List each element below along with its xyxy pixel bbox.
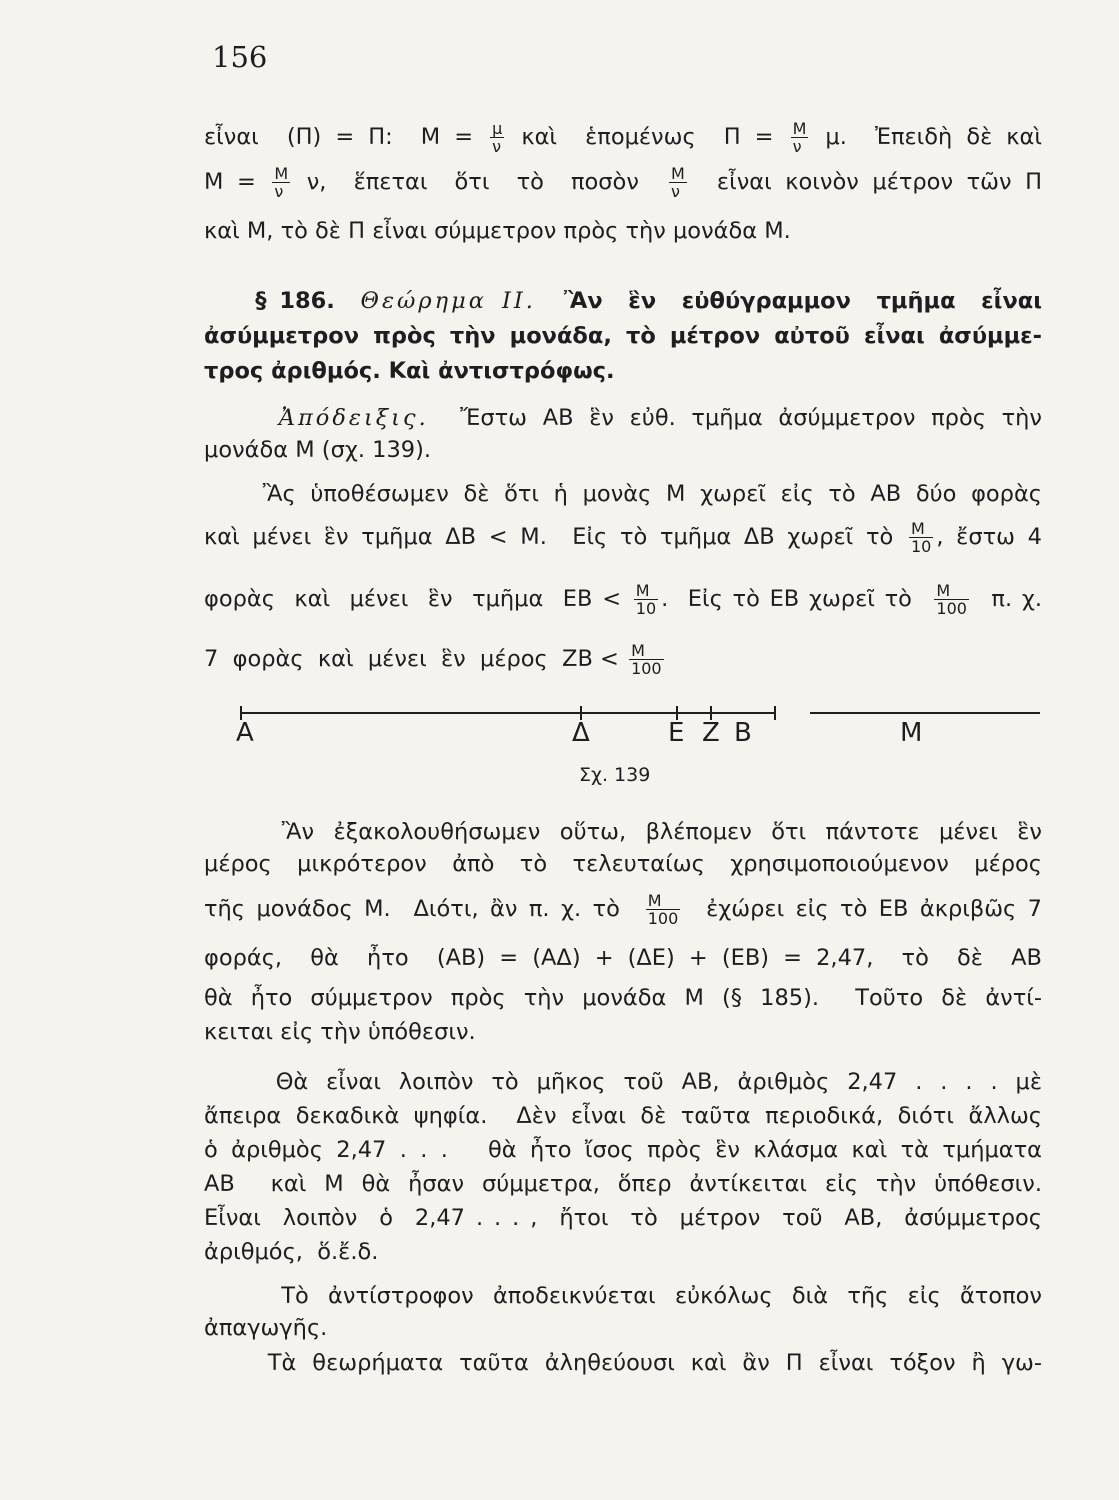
text-run: καὶ ἑπομένως Π = bbox=[507, 124, 788, 150]
text-line bbox=[204, 285, 1042, 317]
fraction-numerator: Μ bbox=[274, 164, 289, 183]
text-run: Θὰ εἶναι λοιπὸν τὸ μῆκος τοῦ ΑΒ, ἀριθμὸς 2,47 . . . . μὲ bbox=[204, 1069, 1042, 1095]
fraction bbox=[272, 165, 290, 200]
fraction bbox=[629, 642, 664, 677]
text-run: ἐχώρει εἰς τὸ ΕΒ ἀκριβῶς 7 bbox=[683, 896, 1042, 922]
text-line bbox=[204, 120, 1042, 155]
text-run: Μ = bbox=[204, 169, 270, 195]
fraction-denominator: ν bbox=[792, 137, 802, 156]
text-run: ὁ ἀριθμὸς 2,47 . . . θὰ ἦτο ἴσος πρὸς ἓν κλάσμα καὶ τὰ τμήματα bbox=[204, 1137, 1042, 1163]
text-run: τρος ἀριθμός. Καὶ ἀντιστρόφως. bbox=[204, 358, 615, 384]
text-line bbox=[204, 1134, 1042, 1166]
text-line bbox=[204, 848, 1042, 880]
text-line bbox=[204, 478, 1042, 510]
text-line bbox=[204, 1280, 1042, 1312]
text-run: Ἂν ἐξακολουθήσωμεν οὕτω, βλέπομεν ὅτι πάντοτε μένει ἓν bbox=[204, 819, 1042, 845]
fraction-numerator: μ bbox=[492, 119, 503, 138]
fraction bbox=[646, 892, 681, 927]
text-line bbox=[204, 582, 1042, 617]
point-label-a: Α bbox=[236, 718, 254, 748]
fraction-denominator: ν bbox=[671, 182, 680, 201]
text-line bbox=[204, 1202, 1042, 1234]
text-line bbox=[204, 1312, 1042, 1344]
text-line bbox=[204, 1168, 1042, 1200]
text-run: κειται εἰς τὴν ὑπόθεσιν. bbox=[204, 1019, 476, 1045]
fraction bbox=[791, 120, 809, 155]
text-line bbox=[204, 402, 1042, 434]
fraction-denominator: ν bbox=[492, 137, 502, 156]
text-run: Ἂν ἓν εὐθύγραμμον τμῆμα εἶναι bbox=[551, 288, 1042, 314]
fraction bbox=[669, 165, 687, 200]
fraction-numerator: Μ bbox=[792, 119, 807, 138]
text-run: θὰ ἦτο σύμμετρον πρὸς τὴν μονάδα Μ (§ 185). Τοῦτο δὲ ἀντί- bbox=[204, 985, 1042, 1011]
fraction-numerator: Μ bbox=[671, 164, 685, 183]
text-run: ΑΒ καὶ Μ θὰ ἦσαν σύμμετρα, ὅπερ ἀντίκειται εἰς τὴν ὑπόθεσιν. bbox=[204, 1171, 1042, 1197]
fraction-numerator: Μ bbox=[646, 892, 681, 910]
text-run: 7 φορὰς καὶ μένει ἓν μέρος ΖΒ < bbox=[204, 646, 627, 672]
fraction-denominator: 10 bbox=[910, 537, 932, 556]
text-run: φορὰς καὶ μένει ἓν τμῆμα ΕΒ < bbox=[204, 586, 631, 612]
text-run: Ἔστω ΑΒ ἓν εὐθ. τμῆμα ἀσύμμετρον πρὸς τὴν bbox=[428, 405, 1042, 431]
text-run: φοράς, θὰ ἦτο (ΑΒ) = (ΑΔ) + (ΔΕ) + (ΕΒ) = 2,47, τὸ δὲ ΑΒ bbox=[204, 945, 1042, 971]
text-run: ν, ἕπεται ὅτι τὸ ποσὸν bbox=[293, 169, 667, 195]
text-line bbox=[204, 642, 1042, 677]
fraction-numerator: Μ bbox=[634, 582, 658, 600]
fraction-numerator: Μ bbox=[629, 642, 664, 660]
text-line bbox=[204, 942, 1042, 974]
fraction bbox=[634, 582, 658, 617]
fraction bbox=[909, 520, 933, 555]
text-run: Τὰ θεωρήματα ταῦτα ἀληθεύουσι καὶ ἂν Π εἶναι τόξον ἢ γω- bbox=[204, 1350, 1042, 1376]
text-line bbox=[204, 355, 1042, 387]
text-run: μ. Ἐπειδὴ δὲ καὶ bbox=[811, 124, 1042, 150]
text-line bbox=[204, 1016, 1042, 1048]
text-line bbox=[204, 1100, 1042, 1132]
text-run: , ἔστω 4 bbox=[936, 524, 1042, 550]
point-label-z: Ζ bbox=[702, 718, 720, 748]
text-run: ἄπειρα δεκαδικὰ ψηφία. Δὲν εἶναι δὲ ταῦτα περιοδικά, διότι ἄλλως bbox=[204, 1103, 1042, 1129]
fraction bbox=[490, 120, 504, 155]
fraction-numerator: Μ bbox=[909, 520, 933, 538]
text-line bbox=[204, 982, 1042, 1014]
figure-caption: Σχ. 139 bbox=[579, 764, 651, 786]
text-line bbox=[204, 320, 1042, 352]
text-line bbox=[204, 892, 1042, 927]
page-number: 156 bbox=[212, 40, 268, 74]
text-line bbox=[204, 520, 1042, 555]
text-line bbox=[204, 1066, 1042, 1098]
text-run: . Εἰς τὸ ΕΒ χωρεῖ τὸ bbox=[661, 586, 932, 612]
fraction-denominator: 100 bbox=[631, 659, 662, 678]
fraction-denominator: 100 bbox=[936, 599, 967, 618]
text-line bbox=[204, 165, 1042, 200]
fraction-denominator: 10 bbox=[635, 599, 657, 618]
point-label-b: Β bbox=[734, 718, 752, 748]
text-run: Ἂς ὑποθέσωμεν δὲ ὅτι ἡ μονὰς Μ χωρεῖ εἰς τὸ ΑΒ δύο φορὰς bbox=[204, 481, 1042, 507]
text-run: καὶ μένει ἓν τμῆμα ΔΒ < Μ. Εἰς τὸ τμῆμα ΔΒ χωρεῖ τὸ bbox=[204, 524, 906, 550]
fraction-denominator: 100 bbox=[647, 909, 679, 928]
text-run: μέρος μικρότερον ἀπὸ τὸ τελευταίως χρησιμοποιούμενον μέρος bbox=[204, 851, 1042, 877]
text-run: Εἶναι λοιπὸν ὁ 2,47 . . . , ἤτοι τὸ μέτρον τοῦ ΑΒ, ἀσύμμετρος bbox=[204, 1205, 1042, 1231]
text-run: ἀπαγωγῆς. bbox=[204, 1315, 328, 1341]
segment-m bbox=[810, 712, 1040, 714]
segment-ab bbox=[240, 712, 776, 714]
text-run: § 186. bbox=[204, 288, 361, 314]
text-run: μονάδα Μ (σχ. 139). bbox=[204, 437, 432, 463]
tick-b bbox=[774, 706, 776, 720]
point-label-d: Δ bbox=[572, 718, 590, 748]
text-line bbox=[204, 215, 1042, 247]
point-label-e: Ε bbox=[668, 718, 685, 748]
text-run: εἶναι (Π) = Π: Μ = bbox=[204, 124, 488, 150]
text-run: ἀριθμός, ὅ.ἔ.δ. bbox=[204, 1239, 379, 1265]
text-line bbox=[204, 1347, 1042, 1379]
text-line bbox=[204, 434, 1042, 466]
figure-139 bbox=[236, 712, 1040, 786]
fraction-denominator: ν bbox=[274, 182, 284, 201]
text-line bbox=[204, 1236, 1042, 1268]
text-run: Τὸ ἀντίστροφον ἀποδεικνύεται εὐκόλως διὰ τῆς εἰς ἄτοπον bbox=[204, 1283, 1042, 1309]
point-label-m: Μ bbox=[900, 718, 923, 748]
text-run: ἀσύμμετρον πρὸς τὴν μονάδα, τὸ μέτρον αὐτοῦ εἶναι ἀσύμμε- bbox=[204, 323, 1042, 349]
fraction bbox=[934, 582, 969, 617]
text-run: τῆς μονάδος Μ. Διότι, ἂν π. χ. τὸ bbox=[204, 896, 643, 922]
text-run: καὶ Μ, τὸ δὲ Π εἶναι σύμμετρον πρὸς τὴν μονάδα Μ. bbox=[204, 218, 791, 244]
text-run: π. χ. bbox=[971, 586, 1042, 612]
text-run: εἶναι κοινὸν μέτρον τῶν Π bbox=[689, 169, 1042, 195]
fraction-numerator: Μ bbox=[934, 582, 969, 600]
text-run: Θεώρημα ΙΙ. bbox=[360, 288, 552, 314]
text-line bbox=[204, 816, 1042, 848]
text-run: Ἀπόδειξις. bbox=[204, 405, 429, 431]
